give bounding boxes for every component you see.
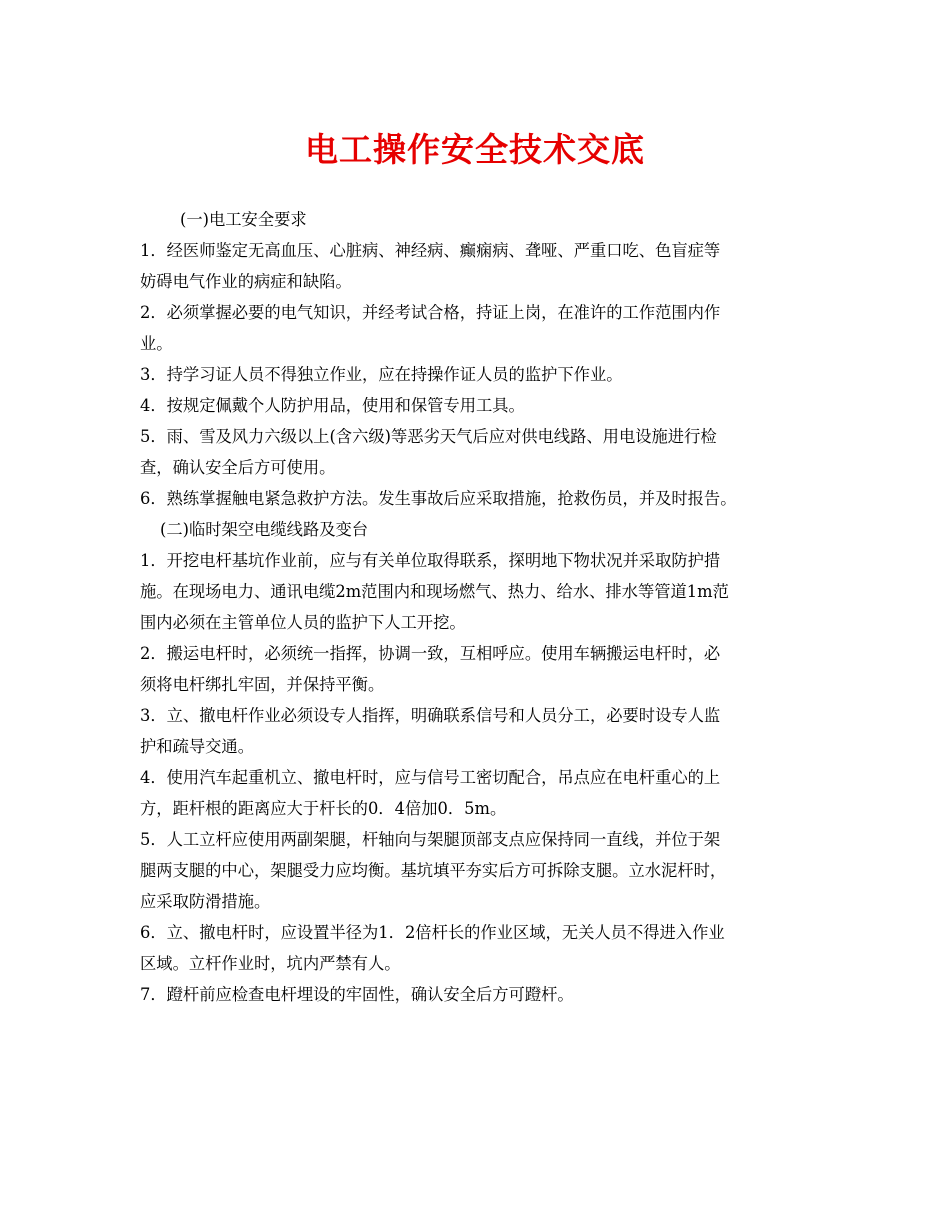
text-line: 方，距杆根的距离应大于杆长的0．4倍加0．5m。 <box>140 799 507 818</box>
text-line: 6．立、撤电杆时，应设置半径为1．2倍杆长的作业区域，无关人员不得进入作业 <box>140 923 725 942</box>
text-line: 查，确认安全后方可使用。 <box>140 458 336 477</box>
text-line: 1．开挖电杆基坑作业前，应与有关单位取得联系，探明地下物状况并采取防护措 <box>140 551 721 570</box>
text-line: 腿两支腿的中心，架腿受力应均衡。基坑填平夯实后方可拆除支腿。立水泥杆时， <box>140 861 727 880</box>
text-line: 3．立、撤电杆作业必须设专人指挥，明确联系信号和人员分工，必要时设专人监 <box>140 706 721 725</box>
text-line: 5．雨、雪及风力六级以上(含六级)等恶劣天气后应对供电线路、用电设施进行检 <box>140 427 717 446</box>
section-heading: (一)电工安全要求 <box>180 210 307 229</box>
text-line: 施。在现场电力、通讯电缆2m范围内和现场燃气、热力、给水、排水等管道1m范 <box>140 582 729 601</box>
text-line: 须将电杆绑扎牢固，并保持平衡。 <box>140 675 385 694</box>
text-line: 2．搬运电杆时，必须统一指挥，协调一致，互相呼应。使用车辆搬运电杆时，必 <box>140 644 721 663</box>
section-heading: (二)临时架空电缆线路及变台 <box>160 520 369 539</box>
text-line: 6．熟练掌握触电紧急救护方法。发生事故后应采取措施，抢救伤员，并及时报告。 <box>140 489 737 508</box>
text-line: 3．持学习证人员不得独立作业，应在持操作证人员的监护下作业。 <box>140 365 623 384</box>
text-line: 围内必须在主管单位人员的监护下人工开挖。 <box>140 613 466 632</box>
text-line: 4．使用汽车起重机立、撤电杆时，应与信号工密切配合，吊点应在电杆重心的上 <box>140 768 721 787</box>
text-line: 4．按规定佩戴个人防护用品，使用和保管专用工具。 <box>140 396 525 415</box>
text-line: 业。 <box>140 334 173 353</box>
text-line: 7．蹬杆前应检查电杆埋设的牢固性，确认安全后方可蹬杆。 <box>140 985 574 1004</box>
text-line: 2．必须掌握必要的电气知识，并经考试合格，持证上岗，在准许的工作范围内作 <box>140 303 721 322</box>
text-line: 妨碍电气作业的病症和缺陷。 <box>140 272 352 291</box>
document-body <box>140 204 812 1010</box>
text-line: 区域。立杆作业时，坑内严禁有人。 <box>140 954 401 973</box>
text-line: 应采取防滑措施。 <box>140 892 271 911</box>
text-line: 5．人工立杆应使用两副架腿，杆轴向与架腿顶部支点应保持同一直线，并位于架 <box>140 830 721 849</box>
text-line: 护和疏导交通。 <box>140 737 254 756</box>
text-line: 1．经医师鉴定无高血压、心脏病、神经病、癫痫病、聋哑、严重口吃、色盲症等 <box>140 241 721 260</box>
document-title: 电工操作安全技术交底 <box>305 130 645 169</box>
